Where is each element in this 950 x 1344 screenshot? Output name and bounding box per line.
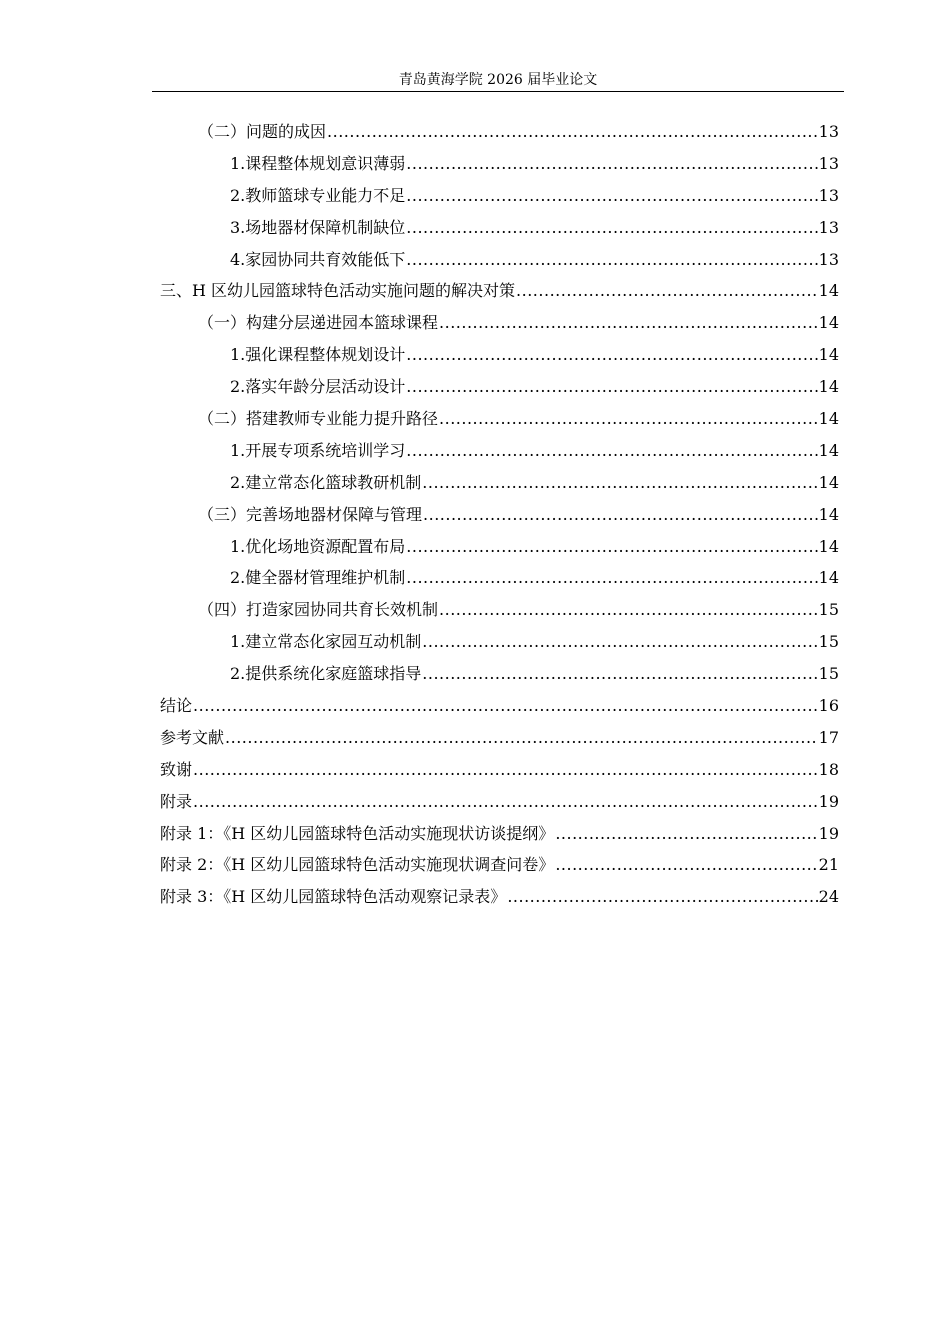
toc-dot-leader	[439, 307, 818, 339]
toc-entry[interactable]	[160, 818, 839, 850]
toc-dot-leader	[193, 754, 818, 786]
toc-entry-title: （二）搭建教师专业能力提升路径	[198, 409, 439, 429]
toc-entry[interactable]	[160, 626, 839, 658]
toc-entry[interactable]	[160, 754, 839, 786]
toc-dot-leader	[406, 562, 817, 594]
page-header	[152, 70, 844, 92]
toc-entry-page: 16	[818, 696, 839, 716]
toc-dot-leader	[423, 499, 818, 531]
toc-entry-title: 2.落实年龄分层活动设计	[230, 377, 406, 397]
toc-entry-title: 3.场地器材保障机制缺位	[230, 217, 406, 237]
toc-entry[interactable]	[160, 594, 839, 626]
toc-entry-title: 2.健全器材管理维护机制	[230, 568, 406, 588]
toc-entry[interactable]	[160, 371, 839, 403]
toc-entry-title: 附录 1：《H 区幼儿园篮球特色活动实施现状访谈提纲》	[160, 823, 555, 843]
toc-dot-leader	[555, 818, 817, 850]
header-title: 青岛黄海学院 2026 届毕业论文	[398, 72, 598, 88]
toc-dot-leader	[439, 403, 818, 435]
toc-entry-title: 1.建立常态化家园互动机制	[230, 632, 422, 652]
toc-entry-title: 2.教师篮球专业能力不足	[230, 185, 406, 205]
toc-entry[interactable]	[160, 212, 839, 244]
toc-entry-title: 1.开展专项系统培训学习	[230, 440, 406, 460]
toc-dot-leader	[422, 626, 817, 658]
toc-entry-page: 14	[818, 568, 839, 588]
toc-entry-title: 结论	[160, 696, 193, 716]
toc-entry-page: 19	[818, 823, 839, 843]
toc-entry-title: 2.建立常态化篮球教研机制	[230, 472, 422, 492]
toc-entry-page: 13	[818, 249, 839, 269]
toc-entry[interactable]	[160, 467, 839, 499]
toc-dot-leader	[555, 849, 817, 881]
toc-entry-title: 附录 2：《H 区幼儿园篮球特色活动实施现状调查问卷》	[160, 855, 555, 875]
toc-dot-leader	[422, 658, 817, 690]
toc-entry-title: 致谢	[160, 759, 193, 779]
toc-dot-leader	[422, 467, 817, 499]
toc-entry-page: 14	[818, 313, 839, 333]
toc-entry-page: 17	[818, 727, 839, 747]
toc-entry-title: 1.课程整体规划意识薄弱	[230, 153, 406, 173]
toc-entry-page: 14	[818, 440, 839, 460]
toc-entry[interactable]	[160, 339, 839, 371]
toc-dot-leader	[406, 371, 817, 403]
toc-dot-leader	[225, 722, 818, 754]
toc-entry[interactable]	[160, 786, 839, 818]
toc-entry-page: 14	[818, 345, 839, 365]
toc-entry-page: 13	[818, 217, 839, 237]
toc-entry-title: （三）完善场地器材保障与管理	[198, 504, 423, 524]
toc-entry[interactable]	[160, 403, 839, 435]
toc-entry[interactable]	[160, 562, 839, 594]
toc-entry-page: 14	[818, 472, 839, 492]
toc-entry[interactable]	[160, 722, 839, 754]
toc-entry-title: 三、H 区幼儿园篮球特色活动实施问题的解决对策	[160, 281, 516, 301]
toc-dot-leader	[507, 881, 817, 913]
toc-entry-title: （一）构建分层递进园本篮球课程	[198, 313, 439, 333]
toc-entry-page: 21	[818, 855, 839, 875]
toc-entry-title: 参考文献	[160, 727, 225, 747]
table-of-contents	[160, 116, 839, 913]
toc-dot-leader	[406, 244, 817, 276]
toc-entry-page: 14	[818, 281, 839, 301]
toc-entry-page: 15	[818, 632, 839, 652]
toc-entry[interactable]	[160, 690, 839, 722]
toc-entry-title: （四）打造家园协同共育长效机制	[198, 600, 439, 620]
toc-entry-title: 附录	[160, 791, 193, 811]
toc-dot-leader	[327, 116, 818, 148]
toc-entry[interactable]	[160, 275, 839, 307]
toc-entry-page: 24	[818, 887, 839, 907]
toc-entry[interactable]	[160, 658, 839, 690]
toc-dot-leader	[406, 148, 817, 180]
toc-dot-leader	[406, 339, 817, 371]
toc-entry-page: 14	[818, 536, 839, 556]
toc-entry-title: （二）问题的成因	[198, 122, 327, 141]
toc-entry-page: 14	[818, 409, 839, 429]
toc-entry[interactable]	[160, 849, 839, 881]
toc-entry[interactable]	[160, 148, 839, 180]
toc-dot-leader	[516, 275, 818, 307]
toc-entry-page: 13	[818, 122, 839, 141]
toc-entry[interactable]	[160, 307, 839, 339]
toc-entry[interactable]	[160, 531, 839, 563]
toc-entry[interactable]	[160, 881, 839, 913]
toc-entry[interactable]	[160, 435, 839, 467]
toc-entry-title: 4.家园协同共育效能低下	[230, 249, 406, 269]
toc-entry-page: 18	[818, 759, 839, 779]
toc-entry-page: 14	[818, 377, 839, 397]
toc-entry[interactable]	[160, 244, 839, 276]
toc-dot-leader	[406, 435, 817, 467]
toc-entry-title: 1.强化课程整体规划设计	[230, 345, 406, 365]
toc-entry-page: 14	[818, 504, 839, 524]
toc-entry[interactable]	[160, 180, 839, 212]
toc-entry[interactable]	[160, 499, 839, 531]
toc-entry-page: 19	[818, 791, 839, 811]
toc-dot-leader	[406, 531, 817, 563]
toc-entry-page: 13	[818, 185, 839, 205]
toc-entry-title: 附录 3：《H 区幼儿园篮球特色活动观察记录表》	[160, 887, 507, 907]
toc-dot-leader	[439, 594, 818, 626]
toc-dot-leader	[193, 690, 818, 722]
toc-entry-title: 1.优化场地资源配置布局	[230, 536, 406, 556]
toc-entry-title: 2.提供系统化家庭篮球指导	[230, 664, 422, 684]
toc-dot-leader	[193, 786, 818, 818]
toc-dot-leader	[406, 212, 817, 244]
toc-entry-page: 15	[818, 600, 839, 620]
toc-entry-page: 13	[818, 153, 839, 173]
toc-entry-page: 15	[818, 664, 839, 684]
toc-dot-leader	[406, 180, 817, 212]
toc-entry[interactable]	[160, 116, 839, 148]
